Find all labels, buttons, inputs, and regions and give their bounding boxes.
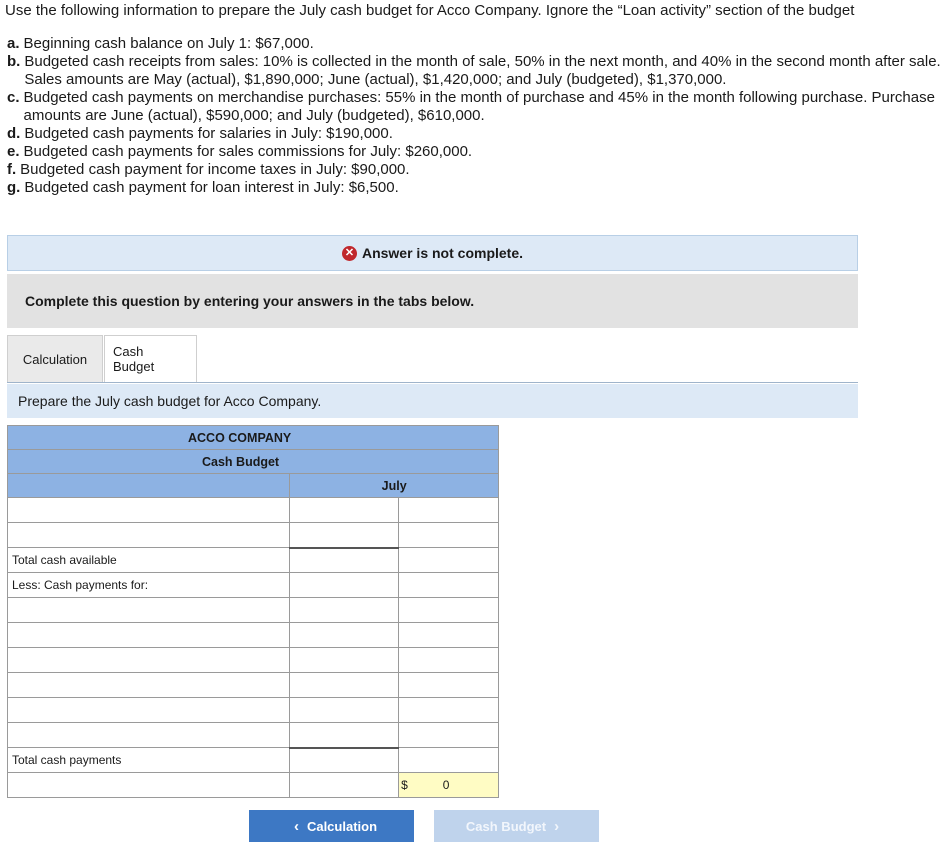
ending-label-input[interactable]	[8, 773, 290, 798]
tab-calculation[interactable]: Calculation	[7, 335, 103, 383]
table-row	[8, 648, 499, 673]
instructions-banner: Complete this question by entering your answers in the tabs below.	[7, 274, 858, 328]
question-item-f	[7, 161, 947, 179]
answer-status-banner	[7, 235, 858, 271]
ending-cash-input[interactable]	[399, 773, 499, 798]
cash-budget-table	[7, 425, 499, 798]
table-row	[8, 523, 499, 548]
amount-cell	[290, 573, 399, 598]
item-letter: e.	[7, 143, 20, 160]
question-item-a	[7, 35, 947, 53]
total-available-input[interactable]	[399, 548, 499, 573]
previous-tab-label: Calculation	[306, 818, 378, 834]
item-letter: g.	[7, 179, 21, 196]
item-text: Budgeted cash receipts from sales: 10% is collected in the month of sale, 50% in the next month, and 40% in the second month after sale. Sales amounts are May (actual), $1,890,000; June (actual), $1,420,000; and July (budgeted), $1,370,000.	[24, 53, 941, 88]
row-label-input[interactable]	[8, 523, 290, 548]
total-cell	[399, 723, 499, 748]
total-payments-input[interactable]	[399, 748, 499, 773]
total-cell	[399, 598, 499, 623]
item-letter: c.	[7, 89, 20, 106]
next-tab-button[interactable]	[434, 810, 599, 842]
payment-label-input[interactable]	[8, 623, 290, 648]
item-text: Beginning cash balance on July 1: $67,000.	[23, 35, 314, 52]
table-row	[8, 723, 499, 748]
total-cell	[399, 573, 499, 598]
item-text: Budgeted cash payment for loan interest in July: $6,500.	[24, 179, 399, 196]
amount-input[interactable]	[290, 498, 399, 523]
ending-cash-value: 0	[442, 778, 450, 792]
item-text: Budgeted cash payment for income taxes in July: $90,000.	[20, 161, 410, 178]
budget-title-header: Cash Budget	[8, 450, 499, 474]
item-letter: b.	[7, 53, 21, 70]
total-cash-available-label: Total cash available	[8, 548, 290, 573]
question-item-c	[7, 89, 947, 125]
payment-label-input[interactable]	[8, 723, 290, 748]
total-cell	[399, 623, 499, 648]
item-letter: d.	[7, 125, 21, 142]
amount-cell	[290, 548, 399, 573]
amount-cell	[290, 748, 399, 773]
table-row	[8, 573, 499, 598]
payment-amount-input[interactable]	[290, 648, 399, 673]
dollar-sign: $	[401, 778, 408, 792]
answer-status-text: Answer is not complete.	[361, 245, 524, 261]
payment-amount-input[interactable]	[290, 673, 399, 698]
payment-amount-input[interactable]	[290, 623, 399, 648]
table-row	[8, 748, 499, 773]
table-row	[8, 623, 499, 648]
total-cell	[399, 523, 499, 548]
table-row	[8, 773, 499, 798]
less-cash-payments-label: Less: Cash payments for:	[8, 573, 290, 598]
question-item-g	[7, 179, 947, 197]
chevron-left-icon: ‹	[293, 817, 299, 835]
item-text: Budgeted cash payments for sales commissions for July: $260,000.	[23, 143, 473, 160]
error-x-icon: ✕	[342, 246, 357, 261]
total-cell	[399, 498, 499, 523]
tab-divider	[7, 382, 858, 383]
amount-input[interactable]	[290, 523, 399, 548]
item-text: Budgeted cash payments on merchandise purchases: 55% in the month of purchase and 45% in the month following purchase. Purchase amounts are June (actual), $590,000; and July (budgeted), $610,000.	[23, 89, 935, 124]
previous-tab-button[interactable]	[249, 810, 414, 842]
table-row	[8, 498, 499, 523]
chevron-right-icon: ›	[554, 817, 560, 835]
item-text: Budgeted cash payments for salaries in July: $190,000.	[24, 125, 393, 142]
tab-bar	[7, 335, 197, 383]
payment-amount-input[interactable]	[290, 723, 399, 748]
total-cell	[399, 648, 499, 673]
table-row	[8, 548, 499, 573]
payment-label-input[interactable]	[8, 673, 290, 698]
table-row	[8, 673, 499, 698]
item-letter: f.	[7, 161, 17, 178]
question-intro: Use the following information to prepare the July cash budget for Acco Company. Ignore the “Loan activity” section of the budget	[5, 2, 855, 19]
total-cell	[399, 698, 499, 723]
payment-amount-input[interactable]	[290, 698, 399, 723]
label-column-header	[8, 474, 290, 498]
tab-prompt: Prepare the July cash budget for Acco Company.	[7, 384, 858, 418]
total-cash-payments-label: Total cash payments	[8, 748, 290, 773]
payment-label-input[interactable]	[8, 598, 290, 623]
july-column-header: July	[290, 474, 499, 498]
total-cell	[399, 673, 499, 698]
payment-amount-input[interactable]	[290, 598, 399, 623]
payment-label-input[interactable]	[8, 648, 290, 673]
question-item-e	[7, 143, 947, 161]
company-name-header: ACCO COMPANY	[8, 426, 499, 450]
next-tab-label: Cash Budget	[465, 818, 547, 834]
question-item-b	[7, 53, 947, 89]
payment-label-input[interactable]	[8, 698, 290, 723]
item-letter: a.	[7, 35, 20, 52]
table-row	[8, 598, 499, 623]
table-row	[8, 698, 499, 723]
row-label-input[interactable]	[8, 498, 290, 523]
question-items	[7, 35, 947, 197]
tab-cash-budget[interactable]: Cash Budget	[104, 335, 197, 383]
question-item-d	[7, 125, 947, 143]
amount-cell	[290, 773, 399, 798]
